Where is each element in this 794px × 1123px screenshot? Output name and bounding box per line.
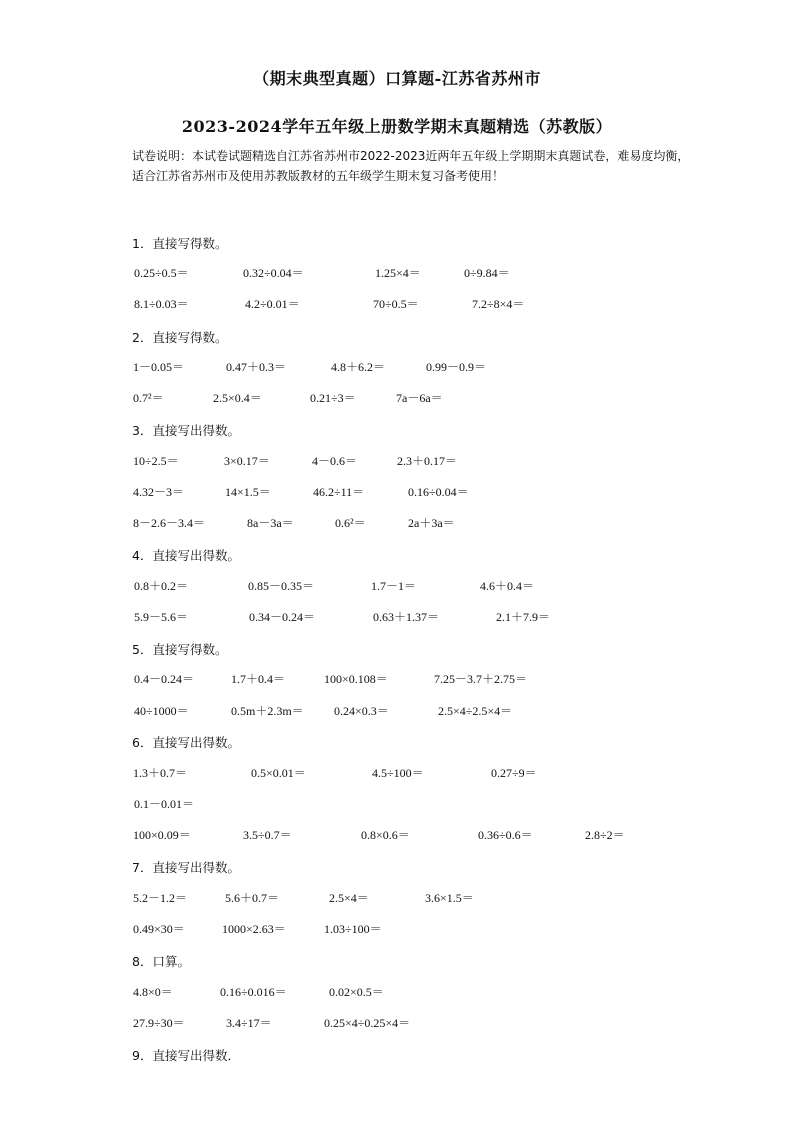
- problem: 4.6＋0.4＝: [480, 579, 535, 593]
- problem: 10÷2.5＝: [133, 454, 179, 468]
- problem: 1.3＋0.7＝: [133, 766, 188, 780]
- problem: 0.1－0.01＝: [134, 797, 195, 811]
- problem: 0.16÷0.016＝: [220, 985, 287, 999]
- problem: 4.8×0＝: [133, 985, 173, 999]
- problem-row: [0, 764, 794, 782]
- problem: 46.2÷11＝: [313, 485, 365, 499]
- problem-row: [0, 795, 794, 813]
- problem: 0.32÷0.04＝: [243, 266, 304, 280]
- problem: 4.8＋6.2＝: [331, 360, 386, 374]
- question-heading-2: 2．直接写得数。: [132, 330, 228, 345]
- problem-row: [0, 389, 794, 407]
- question-heading-3: 3．直接写出得数。: [132, 423, 240, 438]
- problem: 0.25×4÷0.25×4＝: [324, 1016, 411, 1030]
- problem-row: [0, 1014, 794, 1032]
- problem: 0.21÷3＝: [310, 391, 356, 405]
- problem: 5.9－5.6＝: [134, 610, 189, 624]
- problem: 0.63＋1.37＝: [373, 610, 440, 624]
- problem-row: [0, 264, 794, 282]
- problem-row: [0, 514, 794, 532]
- problem-row: [0, 295, 794, 313]
- problem-row: [0, 889, 794, 907]
- problem: 7.25－3.7＋2.75＝: [434, 672, 528, 686]
- problem-row: [0, 358, 794, 376]
- question-heading-6: 6．直接写出得数。: [132, 735, 240, 750]
- problem: 0.8＋0.2＝: [134, 579, 189, 593]
- problem: 3×0.17＝: [224, 454, 270, 468]
- problem: 0.25÷0.5＝: [134, 266, 189, 280]
- problem: 1.7＋0.4＝: [231, 672, 286, 686]
- question-heading-4: 4．直接写出得数。: [132, 548, 240, 563]
- problem: 2.5×0.4＝: [213, 391, 262, 405]
- problem: 40÷1000＝: [134, 704, 189, 718]
- problem: 0.8×0.6＝: [361, 828, 410, 842]
- problem: 4.2÷0.01＝: [245, 297, 300, 311]
- problem: 3.6×1.5＝: [425, 891, 474, 905]
- question-heading-8: 8．口算。: [132, 954, 190, 969]
- problem: 5.2－1.2＝: [133, 891, 188, 905]
- problem: 0.6²＝: [335, 516, 366, 530]
- problem-row: [0, 702, 794, 720]
- problem: 1000×2.63＝: [222, 922, 286, 936]
- problem-row: [0, 608, 794, 626]
- problem: 7.2÷8×4＝: [472, 297, 525, 311]
- problem: 3.4÷17＝: [226, 1016, 272, 1030]
- problem: 0.85－0.35＝: [248, 579, 315, 593]
- problem: 0.7²＝: [133, 391, 164, 405]
- question-heading-1: 1．直接写得数。: [132, 236, 228, 251]
- problem: 0.02×0.5＝: [329, 985, 384, 999]
- problem: 70÷0.5＝: [373, 297, 419, 311]
- problem: 1－0.05＝: [133, 360, 185, 374]
- problem: 2.3＋0.17＝: [397, 454, 458, 468]
- problem: 8－2.6－3.4＝: [133, 516, 206, 530]
- question-heading-9: 9．直接写出得数．: [132, 1048, 240, 1063]
- problem: 0.49×30＝: [133, 922, 185, 936]
- problem: 0.36÷0.6＝: [478, 828, 533, 842]
- problem: 2.1＋7.9＝: [496, 610, 551, 624]
- problem: 8a－3a＝: [247, 516, 294, 530]
- problem: 8.1÷0.03＝: [134, 297, 189, 311]
- question-heading-7: 7．直接写出得数。: [132, 860, 240, 875]
- title-line-2: 2023-2024学年五年级上册数学期末真题精选（苏教版）: [181, 117, 613, 136]
- problem: 1.03÷100＝: [324, 922, 382, 936]
- problem-row: [0, 920, 794, 938]
- problem: 0.27÷9＝: [491, 766, 537, 780]
- problem: 1.25×4＝: [375, 266, 421, 280]
- problem: 2.5×4÷2.5×4＝: [438, 704, 513, 718]
- problem: 3.5÷0.7＝: [243, 828, 292, 842]
- problem: 0.5×0.01＝: [251, 766, 306, 780]
- problem-row: [0, 577, 794, 595]
- question-heading-5: 5．直接写得数。: [132, 642, 228, 657]
- problem: 1.7－1＝: [371, 579, 417, 593]
- problem: 4.5÷100＝: [372, 766, 424, 780]
- title-line-1: （期末典型真题）口算题-江苏省苏州市: [253, 69, 541, 88]
- problem: 0÷9.84＝: [464, 266, 510, 280]
- problem: 0.24×0.3＝: [334, 704, 389, 718]
- problem: 4.32－3＝: [133, 485, 185, 499]
- problem-row: [0, 826, 794, 844]
- problem-row: [0, 452, 794, 470]
- problem: 0.34－0.24＝: [249, 610, 316, 624]
- problem: 27.9÷30＝: [133, 1016, 185, 1030]
- problem-row: [0, 670, 794, 688]
- problem: 2a＋3a＝: [408, 516, 455, 530]
- problem: 7a－6a＝: [396, 391, 443, 405]
- problem: 0.47＋0.3＝: [226, 360, 287, 374]
- problem: 4－0.6＝: [312, 454, 358, 468]
- problem: 2.8÷2＝: [585, 828, 625, 842]
- problem: 0.4－0.24＝: [134, 672, 195, 686]
- test-description: 试卷说明：本试卷试题精选自江苏省苏州市2022-2023近两年五年级上学期期末真题试卷，难易度均衡，适合江苏省苏州市及使用苏教版教材的五年级学生期末复习备考使用！: [132, 149, 690, 183]
- problem: 0.99－0.9＝: [426, 360, 487, 374]
- problem: 100×0.108＝: [324, 672, 388, 686]
- problem: 14×1.5＝: [225, 485, 271, 499]
- problem-row: [0, 483, 794, 501]
- problem: 0.5m＋2.3m＝: [231, 704, 304, 718]
- problem: 2.5×4＝: [329, 891, 369, 905]
- problem: 5.6＋0.7＝: [225, 891, 280, 905]
- problem: 0.16÷0.04＝: [408, 485, 469, 499]
- problem-row: [0, 983, 794, 1001]
- problem: 100×0.09＝: [133, 828, 191, 842]
